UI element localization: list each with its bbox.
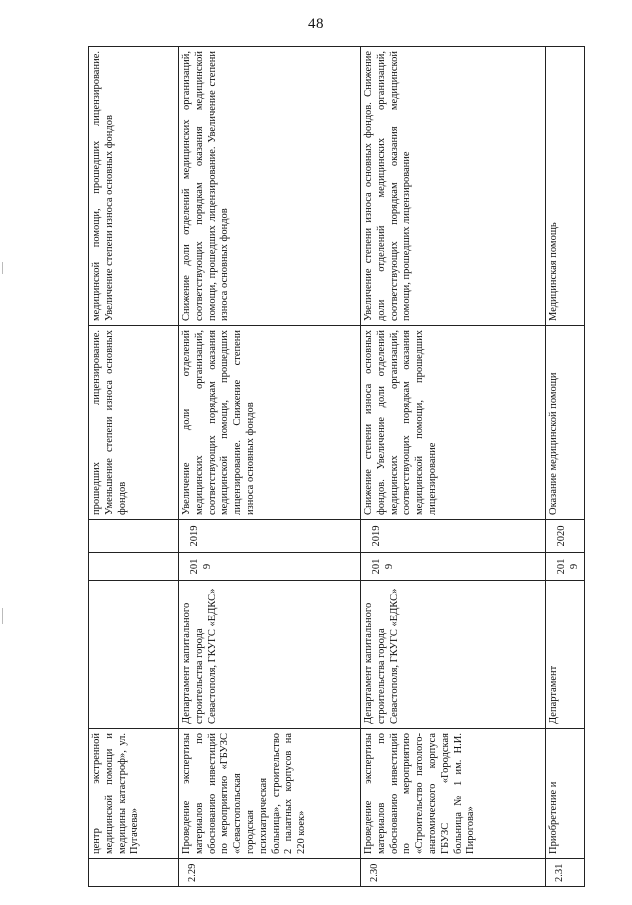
executor-cell: Департамент капитального строительства города Севастополя, ГКУГС «ЕДКС» [179,581,361,729]
expected-result-cell: Снижение доли отделений медицинских организаций, соответствующих порядкам оказания медицинской помощи, прошедших лицензирование. Увеличение степени износа основных фондов [179,47,361,326]
year-start-cell: 2019 [361,553,546,581]
row-number: 2.30 [361,859,546,887]
row-number: 2.31 [546,859,585,887]
rotated-table-wrapper [88,47,580,887]
row-number [89,859,179,887]
page-number: 48 [308,16,324,32]
event-cell: Проведение экспертизы материалов по обоснованию инвестиций по мероприятию «ГБУЗС «Севастопольская городская психиатрическая больница», строительство 2 палатных корпусов на 220 коек» [179,729,361,859]
consequence-cell: Снижение степени износа основных фондов. Увеличение доли отделений медицинских организаций, соответствующих порядкам оказания медицинской помощи, прошедших лицензирование [361,326,546,520]
row-number: 2.29 [179,859,361,887]
year-start-cell: 2019 [546,553,585,581]
expected-result-cell: Медицинская помощь [546,47,585,326]
event-cell: Приобретение и [546,729,585,859]
margin-mark-bottom [2,608,3,624]
year-end-cell: 2019 [361,520,546,553]
executor-cell: Департамент [546,581,585,729]
consequence-cell: прошедших лицензирование. Уменьшение степени износа основных фондов [89,326,179,520]
margin-mark-top [2,262,3,274]
consequence-cell: Увеличение доли отделений медицинских организаций, соответствующих порядкам оказания медицинской помощи, прошедших лицензирование. Снижение степени износа основных фондов [179,326,361,520]
year-end-cell [89,520,179,553]
year-start-cell: 2019 [179,553,361,581]
expected-result-cell: медицинской помощи, прошедших лицензирование. Увеличение степени износа основных фондов [89,47,179,326]
year-start-cell [89,553,179,581]
executor-cell [89,581,179,729]
event-cell: Проведение экспертизы материалов по обоснованию инвестиций по мероприятию «Строительство патолого-анатомического корпуса ГБУЗС «Городская больница № 1 им. Н.И. Пирогова» [361,729,546,859]
year-end-cell: 2020 [546,520,585,553]
year-end-cell: 2019 [179,520,361,553]
table-row [89,47,179,887]
table-row [361,47,546,887]
table-row [546,47,585,887]
measures-table [88,46,585,887]
expected-result-cell: Увеличение степени износа основных фондов. Снижение доли отделений медицинских организаций, соответствующих порядкам оказания медицинской помощи, прошедших лицензирование [361,47,546,326]
table-row [179,47,361,887]
event-cell: центр экстренной медицинской помощи и медицины катастроф», ул. Пугачева» [89,729,179,859]
executor-cell: Департамент капитального строительства города Севастополя, ГКУГС «ЕДКС» [361,581,546,729]
consequence-cell: Оказание медицинской помощи [546,326,585,520]
